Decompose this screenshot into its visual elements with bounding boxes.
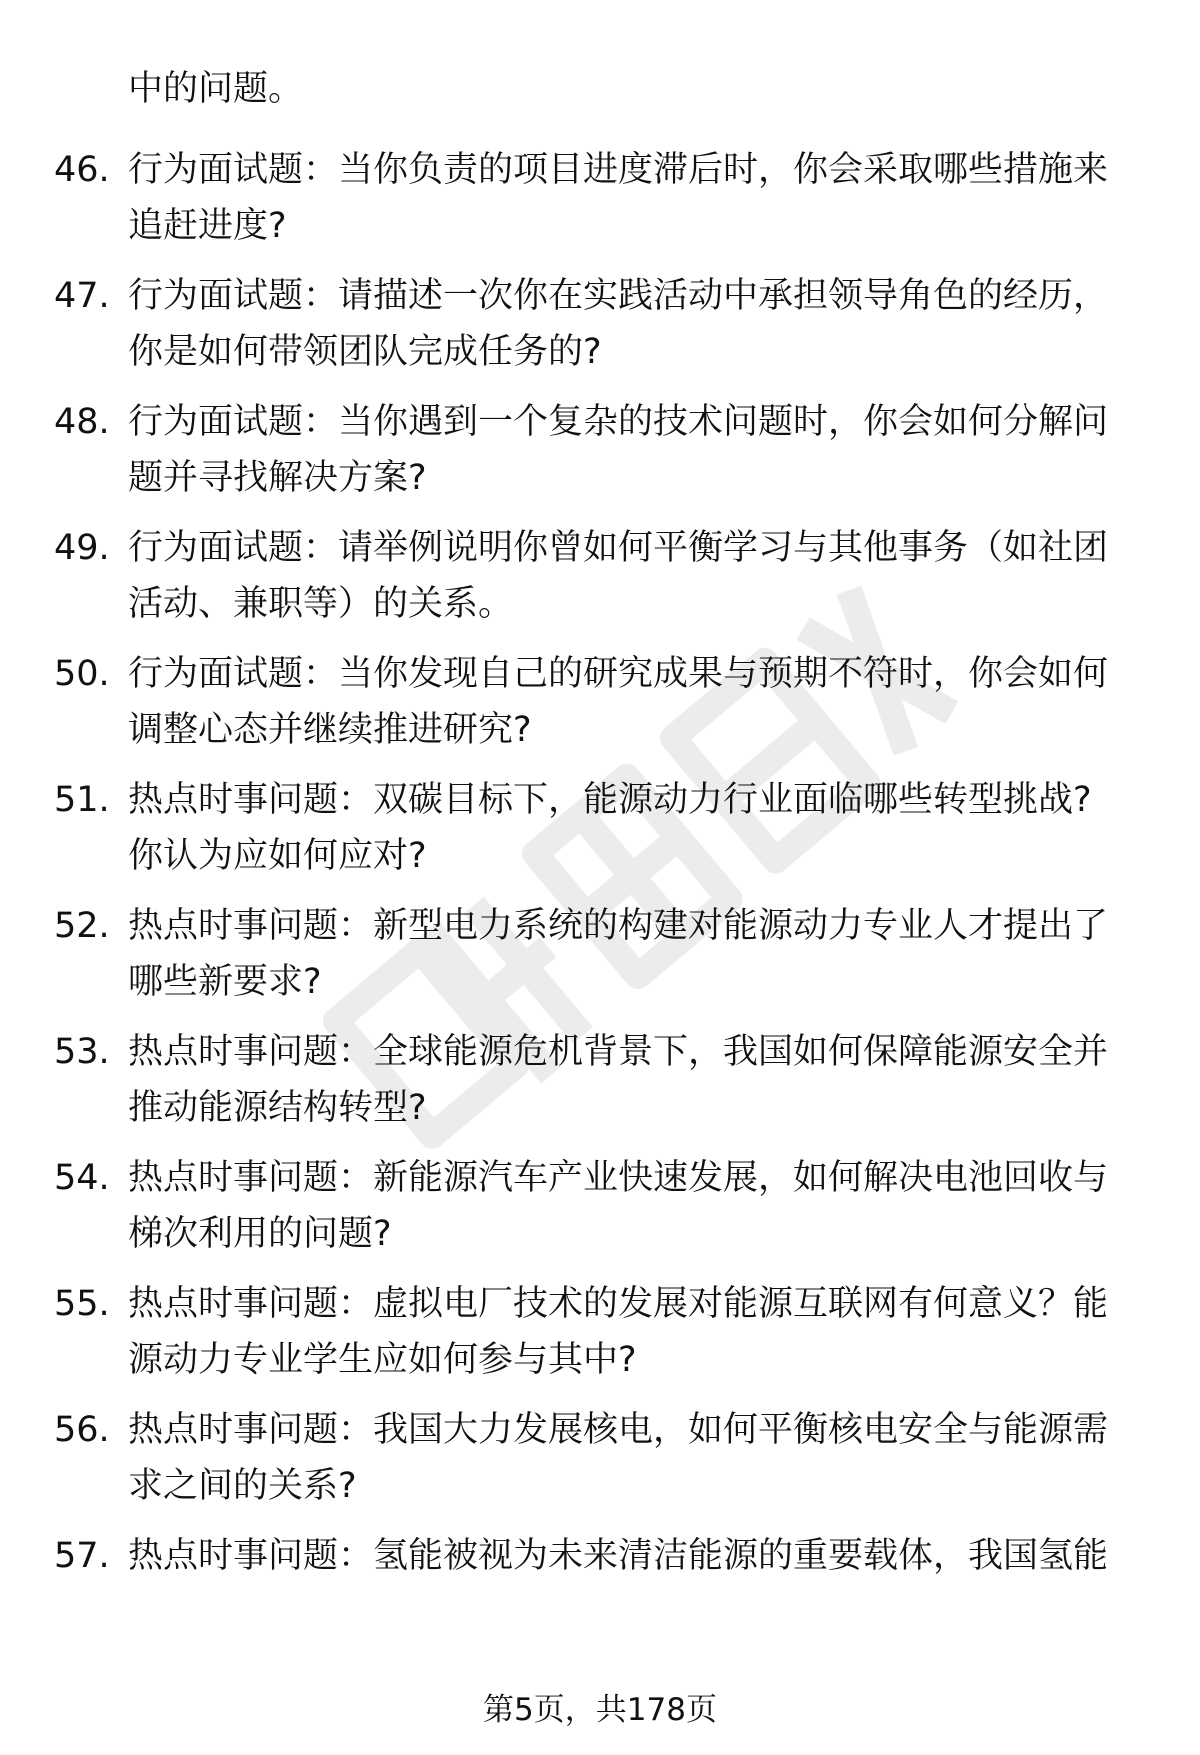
question-line: 求之间的关系? [128, 1466, 357, 1506]
question-number: 49. [54, 528, 110, 568]
question-number: 48. [54, 402, 110, 442]
question-line: 活动、兼职等）的关系。 [128, 584, 514, 624]
list-item [0, 1024, 1200, 1150]
list-item [0, 772, 1200, 898]
list-item [0, 1276, 1200, 1402]
question-number: 51. [54, 780, 110, 820]
list-item [0, 520, 1200, 646]
question-number: 56. [54, 1410, 110, 1450]
question-text [128, 646, 1138, 758]
question-line: 你认为应如何应对? [128, 836, 427, 876]
question-text [128, 1276, 1138, 1388]
question-line: 行为面试题：请描述一次你在实践活动中承担领导角色的经历， [128, 276, 1109, 316]
question-number: 55. [54, 1284, 110, 1324]
question-line: 哪些新要求? [128, 962, 322, 1002]
list-item [0, 1402, 1200, 1528]
question-number: 46. [54, 150, 110, 190]
list-item [0, 142, 1200, 268]
question-number: 57. [54, 1536, 110, 1576]
question-line: 热点时事问题：我国大力发展核电，如何平衡核电安全与能源需 [128, 1410, 1109, 1450]
question-number: 50. [54, 654, 110, 694]
question-text [128, 898, 1138, 1010]
continued-question-text: 中的问题。 [128, 69, 304, 109]
question-text [128, 268, 1138, 380]
question-number: 53. [54, 1032, 110, 1072]
question-line: 热点时事问题：全球能源危机背景下，我国如何保障能源安全并 [128, 1032, 1109, 1072]
question-line: 热点时事问题：虚拟电厂技术的发展对能源互联网有何意义？能 [128, 1284, 1109, 1324]
question-number: 52. [54, 906, 110, 946]
question-text [128, 520, 1138, 632]
question-text [128, 394, 1138, 506]
question-line: 热点时事问题：新能源汽车产业快速发展，如何解决电池回收与 [128, 1158, 1109, 1198]
question-line: 行为面试题：当你发现自己的研究成果与预期不符时，你会如何 [128, 654, 1109, 694]
question-number: 47. [54, 276, 110, 316]
question-line: 你是如何带领团队完成任务的? [128, 332, 602, 372]
question-line: 梯次利用的问题? [128, 1214, 392, 1254]
question-text [128, 772, 1138, 884]
question-text [128, 1528, 1138, 1584]
list-item [0, 268, 1200, 394]
list-item [0, 1150, 1200, 1276]
question-line: 追赶进度? [128, 206, 287, 246]
list-item [0, 1528, 1200, 1654]
list-item [0, 898, 1200, 1024]
page-footer: 第5页，共178页 [483, 1692, 717, 1728]
question-list [0, 142, 1200, 1654]
question-text [128, 1402, 1138, 1514]
question-line: 题并寻找解决方案? [128, 458, 427, 498]
question-text [128, 1150, 1138, 1262]
question-line: 调整心态并继续推进研究? [128, 710, 532, 750]
list-item [0, 394, 1200, 520]
question-text [128, 1024, 1138, 1136]
question-number: 54. [54, 1158, 110, 1198]
question-line: 推动能源结构转型? [128, 1088, 427, 1128]
question-line: 行为面试题：当你负责的项目进度滞后时，你会采取哪些措施来 [128, 150, 1109, 190]
question-line: 热点时事问题：新型电力系统的构建对能源动力专业人才提出了 [128, 906, 1109, 946]
question-line: 行为面试题：请举例说明你曾如何平衡学习与其他事务（如社团 [128, 528, 1109, 568]
list-item [0, 646, 1200, 772]
question-line: 源动力专业学生应如何参与其中? [128, 1340, 637, 1380]
question-line: 行为面试题：当你遇到一个复杂的技术问题时，你会如何分解问 [128, 402, 1109, 442]
question-line: 热点时事问题：双碳目标下，能源动力行业面临哪些转型挑战? [128, 780, 1092, 820]
question-line: 热点时事问题：氢能被视为未来清洁能源的重要载体，我国氢能 [128, 1536, 1109, 1576]
question-text [128, 142, 1138, 254]
